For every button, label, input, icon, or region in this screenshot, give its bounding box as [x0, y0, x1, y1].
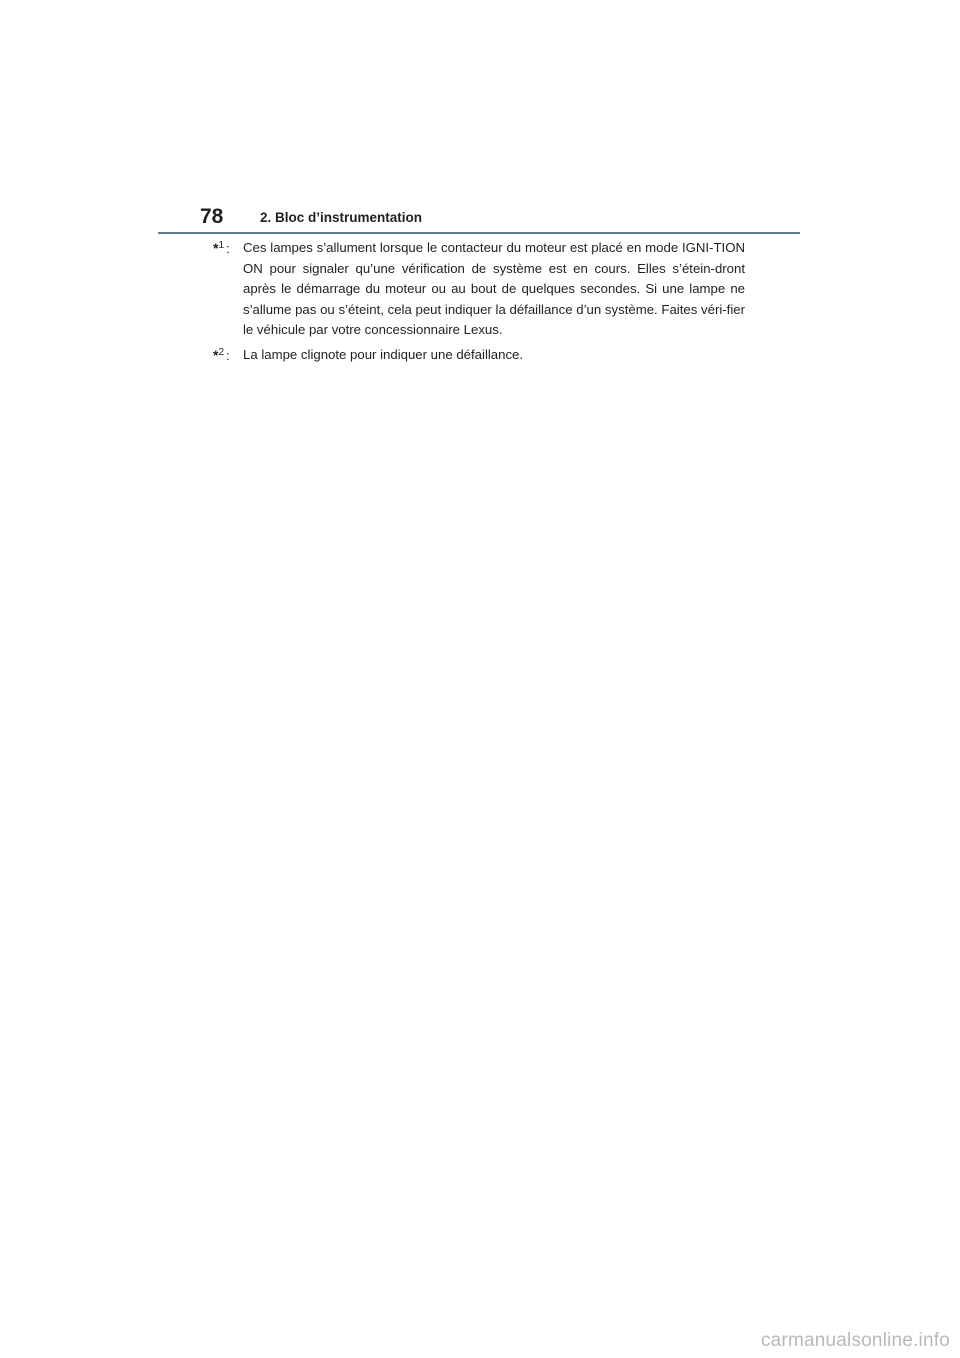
footnote-text: La lampe clignote pour indiquer une défaillance.: [243, 346, 524, 362]
header-rule: [158, 232, 800, 234]
asterisk-icon: *: [213, 346, 219, 363]
footnotes: [213, 238, 745, 370]
footnote-text: Ces lampes s’allument lorsque le contacteur du moteur est placé en mode IGNI-TION ON pour signaler qu’une vérification de système est en cours. Elles s’étein-dront après le démarrage du moteur ou au bout de quelques secondes. Si une lampe ne s’allume pas ou s’éteint, cela peut indiquer la défaillance d’un système. Faites véri-fier le véhicule par votre concessionnaire Lexus.: [243, 240, 745, 338]
footnote-marker: [213, 238, 230, 262]
section-title: 2. Bloc d’instrumentation: [260, 210, 423, 225]
watermark[interactable]: carmanualsonline.info: [760, 1330, 950, 1351]
page-number: 78: [200, 205, 224, 228]
asterisk-icon: *: [213, 240, 219, 256]
footnote-separator: :: [226, 347, 230, 363]
footnote-2: [213, 345, 745, 366]
page-header: [198, 204, 802, 234]
footnote-number: 1: [218, 240, 225, 251]
footnote-number: 2: [218, 346, 225, 358]
footnote-marker: [213, 345, 230, 369]
footnote-1: [213, 238, 745, 341]
footnote-separator: :: [226, 241, 230, 256]
